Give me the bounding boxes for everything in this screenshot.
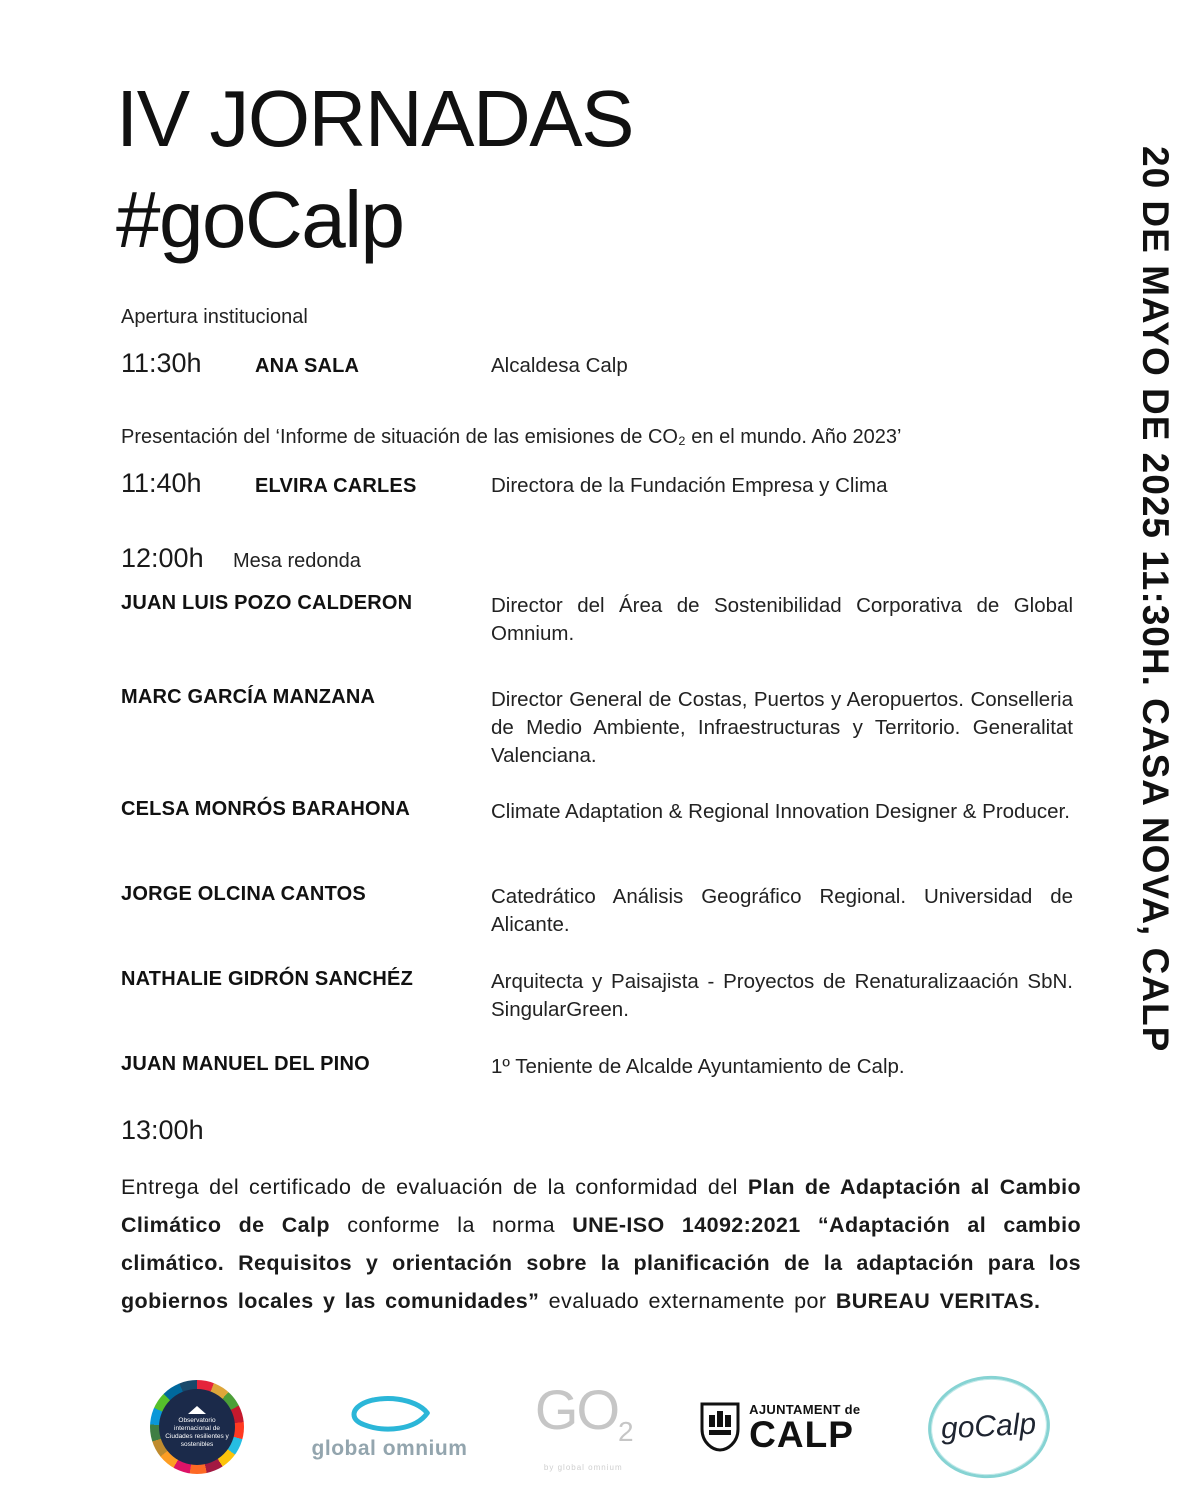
calp-shield-icon — [699, 1401, 741, 1453]
speaker-name: MARC GARCÍA MANZANA — [121, 686, 376, 708]
gocalp-logo-text: goCalp — [940, 1407, 1038, 1446]
paragraph-bold-plan: Plan de Adaptación al Cambio Climático de Calp — [121, 1175, 1082, 1237]
observatorio-roof-icon — [188, 1406, 206, 1414]
ajuntament-calp-logo — [699, 1401, 860, 1453]
speaker-row — [121, 968, 1073, 1024]
presentation-section-label: Presentación del ‘Informe de situación de las emisiones de CO₂ en el mundo. Año 2023’ — [121, 426, 902, 448]
calp-logo-text — [749, 1402, 860, 1453]
presentation-speaker-role: Directora de la Fundación Empresa y Clima — [491, 474, 888, 497]
speaker-row — [121, 883, 1073, 939]
title-line-1: IV JORNADAS — [116, 74, 633, 163]
presentation-speaker-name: ELVIRA CARLES — [255, 475, 417, 497]
speaker-row — [121, 798, 1073, 826]
paragraph-bold-bureau: BUREAU VERITAS. — [835, 1289, 1041, 1313]
speaker-name: JUAN MANUEL DEL PINO — [121, 1053, 370, 1075]
speaker-role: Climate Adaptation & Regional Innovation Designer & Producer. — [491, 800, 1070, 823]
paragraph-text: conforme la norma — [329, 1213, 573, 1237]
speaker-row — [121, 686, 1073, 770]
opening-section-label: Apertura institucional — [121, 306, 308, 328]
observatorio-logo-center — [159, 1389, 235, 1465]
calp-label: CALP — [749, 1413, 854, 1455]
opening-speaker-name: ANA SALA — [255, 355, 360, 377]
schedule-row-presentation — [121, 468, 1073, 500]
certificate-paragraph — [121, 1168, 1081, 1320]
speaker-role: Director General de Costas, Puertos y Aeropuertos. Conselleria de Medio Ambiente, Infraestructuras y Territorio. Generalitat Valenciana. — [491, 688, 1073, 767]
go2-logo — [534, 1378, 632, 1472]
paragraph-text: evaluado externamente por — [539, 1289, 836, 1313]
schedule-row-roundtable — [121, 543, 1073, 574]
paragraph-bold-norma: UNE-ISO 14092:2021 “Adaptación al cambio climático. Requisitos y orientación sobre la planificación de la adaptación para los gobiernos locales y las comunidades” — [121, 1213, 1081, 1313]
global-omnium-logo — [312, 1393, 468, 1461]
speaker-name: NATHALIE GIDRÓN SANCHÉZ — [121, 968, 414, 990]
opening-speaker-role: Alcaldesa Calp — [491, 354, 628, 377]
go2-logo-text — [534, 1378, 632, 1460]
closing-time: 13:00h — [121, 1115, 204, 1145]
poster-title — [116, 68, 633, 270]
opening-time: 11:30h — [121, 348, 202, 378]
roundtable-label: Mesa redonda — [233, 550, 361, 572]
go2-main-text: GO — [534, 1378, 619, 1442]
title-line-2: #goCalp — [116, 175, 404, 264]
global-omnium-label: global omnium — [311, 1437, 468, 1460]
speaker-row — [121, 592, 1073, 648]
speaker-role: Arquitecta y Paisajista - Proyectos de Renaturalizaación SbN. SingularGreen. — [491, 970, 1073, 1021]
footer-logos — [150, 1372, 1050, 1482]
global-omnium-drop-icon — [346, 1393, 432, 1433]
speaker-name: JORGE OLCINA CANTOS — [121, 883, 366, 905]
speaker-role: 1º Teniente de Alcalde Ayuntamiento de Calp. — [491, 1055, 905, 1078]
speaker-role: Catedrático Análisis Geográfico Regional. Universidad de Alicante. — [491, 885, 1073, 936]
go2-byline: by global omnium — [543, 1462, 623, 1472]
go2-subscript: 2 — [618, 1416, 632, 1448]
observatorio-logo-text: Observatorio internacional de Ciudades resilientes y sostenibles — [165, 1416, 229, 1448]
ajuntament-label: AJUNTAMENT de — [749, 1401, 861, 1417]
speaker-name: CELSA MONRÓS BARAHONA — [121, 798, 411, 820]
paragraph-text: Entrega del certificado de evaluación de la conformidad del — [121, 1175, 748, 1199]
schedule-row-opening — [121, 348, 1073, 380]
event-date-location: 20 DE MAYO DE 2025 11:30H. CASA NOVA, CALP — [1135, 146, 1176, 1053]
observatorio-logo-icon — [150, 1380, 244, 1474]
speaker-name: JUAN LUIS POZO CALDERON — [121, 592, 413, 614]
speaker-role: Director del Área de Sostenibilidad Corporativa de Global Omnium. — [491, 594, 1073, 645]
speaker-row — [121, 1053, 1073, 1081]
roundtable-time: 12:00h — [121, 543, 204, 573]
presentation-time: 11:40h — [121, 468, 202, 498]
gocalp-logo — [923, 1370, 1055, 1484]
